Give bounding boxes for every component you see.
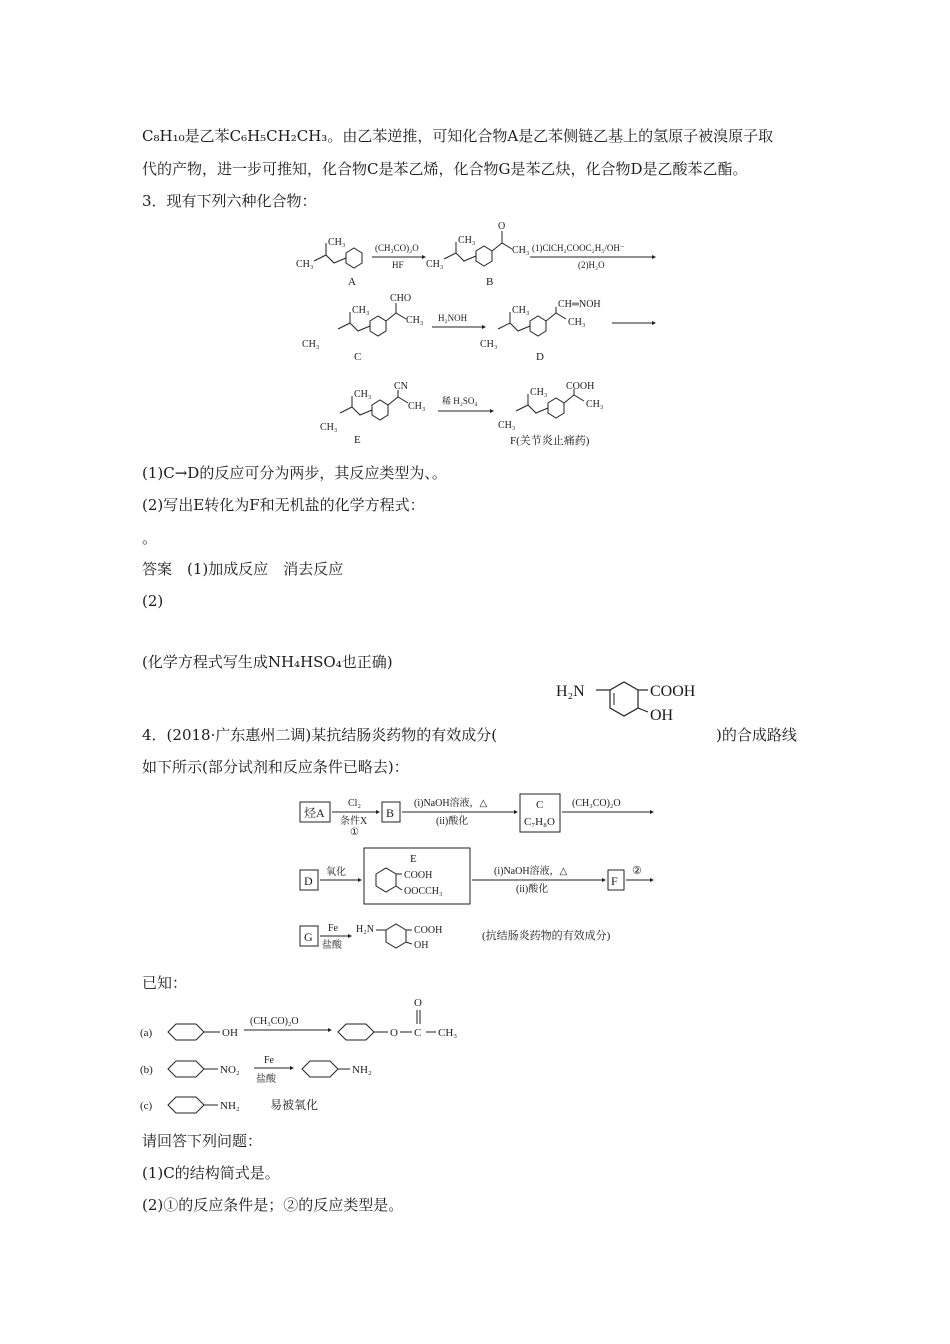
compound-b (426, 221, 529, 288)
question-4-intro-b: )的合成路线 (716, 726, 797, 744)
compound-d (480, 299, 601, 363)
reaction-scheme-3 (290, 215, 670, 455)
svg-text:CH₃: CH₃ (354, 389, 372, 400)
question-4-intro-c: 如下所示(部分试剂和反应条件已略去)： (142, 758, 409, 776)
a-ch3-top: CH₃ (328, 237, 346, 248)
compound-f (498, 381, 603, 447)
svg-text:OH: OH (414, 940, 429, 951)
r2-step2: (2)H₂O (578, 260, 605, 270)
svg-text:易被氧化: 易被氧化 (270, 1098, 319, 1112)
svg-text:②: ② (632, 865, 642, 877)
label-e: E (354, 434, 361, 446)
question-4-intro-a: 4．(2018·广东惠州二调)某抗结肠炎药物的有效成分( (142, 726, 498, 744)
svg-text:盐酸: 盐酸 (256, 1074, 276, 1085)
svg-text:CH₃: CH₃ (586, 399, 604, 410)
svg-text:(CH₃CO)₂O: (CH₃CO)₂O (250, 1016, 299, 1027)
svg-text:OH: OH (222, 1027, 238, 1039)
compound-e (320, 381, 425, 446)
label-d: D (536, 351, 544, 363)
label-c: C (354, 351, 362, 363)
svg-text:CH₃: CH₃ (406, 315, 424, 326)
svg-text:CH₃: CH₃ (512, 305, 530, 316)
answer-line: 答案 (1)加成反应 消去反应 (142, 560, 344, 578)
question-3-2-end: 。 (142, 529, 158, 547)
answer-note: (化学方程式写生成NH₄HSO₄也正确) (142, 653, 393, 671)
answer-line-2: (2) (142, 592, 164, 610)
svg-text:(b): (b) (140, 1064, 153, 1076)
svg-text:CH₃: CH₃ (408, 401, 426, 412)
ask-intro: 请回答下列问题： (142, 1132, 263, 1150)
svg-text:烃A: 烃A (304, 806, 325, 820)
svg-text:COOH: COOH (414, 925, 443, 936)
a-ch3-left: CH₃ (296, 259, 314, 270)
svg-text:OOCCH₃: OOCCH₃ (404, 886, 443, 897)
r3-reagent: H₂NOH (438, 313, 468, 323)
svg-text:(抗结肠炎药物的有效成分): (抗结肠炎药物的有效成分) (482, 930, 611, 942)
r2-reagent: (1)ClCH₂COOC₂H₅/OH⁻ (532, 243, 625, 253)
question-3-1: (1)C→D的反应可分为两步，其反应类型为、。 (142, 464, 447, 482)
svg-text:Fe: Fe (328, 923, 338, 934)
r4-reagent: 稀 H₂SO₄ (442, 396, 478, 406)
target-h2n: H₂N (556, 683, 585, 700)
svg-text:(CH₃CO)₂O: (CH₃CO)₂O (572, 798, 621, 809)
svg-text:(ii)酸化: (ii)酸化 (516, 884, 549, 895)
svg-text:NH₂: NH₂ (220, 1100, 240, 1112)
label-f: F(关节炎止痛药) (510, 435, 590, 447)
svg-text:H₂N: H₂N (356, 924, 374, 935)
ask-2: (2)①的反应条件是；②的反应类型是。 (142, 1196, 404, 1214)
svg-text:C: C (414, 1027, 422, 1039)
svg-text:CH₃: CH₃ (438, 1027, 458, 1039)
svg-text:(i)NaOH溶液，△: (i)NaOH溶液，△ (414, 798, 488, 809)
svg-text:COOH: COOH (404, 870, 433, 881)
ask-1: (1)C的结构简式是。 (142, 1164, 280, 1182)
target-structure (550, 676, 730, 740)
reaction-scheme-4 (296, 790, 656, 960)
svg-text:O: O (414, 997, 422, 1009)
known-reactions (138, 996, 478, 1126)
text-line-1: C₈H₁₀是乙苯C₆H₅CH₂CH₃。由乙苯逆推，可知化合物A是乙苯侧链乙基上的氢原子被溴原子取 (142, 127, 774, 145)
svg-text:(i)NaOH溶液，△: (i)NaOH溶液，△ (494, 866, 568, 877)
svg-text:①: ① (350, 827, 359, 838)
svg-text:NH₂: NH₂ (352, 1064, 372, 1076)
svg-text:D: D (304, 874, 313, 888)
svg-text:CH₃: CH₃ (302, 339, 320, 350)
svg-text:O: O (498, 221, 506, 232)
svg-text:(c): (c) (140, 1100, 153, 1112)
label-b: B (486, 276, 494, 288)
text-line-2: 代的产物，进一步可推知，化合物C是苯乙烯，化合物G是苯乙炔，化合物D是乙酸苯乙酯。 (142, 160, 748, 178)
svg-text:CH₃: CH₃ (568, 317, 586, 328)
r1-reagent: (CH₃CO)₂O (375, 243, 419, 253)
svg-text:C₇H₈O: C₇H₈O (524, 816, 555, 828)
svg-text:CH₃: CH₃ (480, 339, 498, 350)
svg-text:G: G (304, 930, 313, 944)
svg-text:F: F (611, 874, 618, 888)
svg-text:CH₃: CH₃ (320, 422, 338, 433)
svg-text:Fe: Fe (264, 1055, 274, 1066)
svg-text:Cl₂: Cl₂ (348, 798, 361, 809)
svg-text:B: B (386, 806, 395, 820)
svg-text:O: O (390, 1027, 398, 1039)
r1-catalyst: HF (392, 260, 404, 270)
svg-text:CH₃: CH₃ (512, 245, 530, 256)
question-3-2: (2)写出E转化为F和无机盐的化学方程式： (142, 496, 425, 514)
question-3-intro: 3．现有下列六种化合物： (142, 192, 317, 210)
svg-text:COOH: COOH (566, 381, 595, 392)
svg-text:CH═NOH: CH═NOH (558, 299, 601, 310)
svg-text:CHO: CHO (390, 293, 412, 304)
svg-text:(ii)酸化: (ii)酸化 (436, 816, 469, 827)
svg-text:CH₃: CH₃ (530, 387, 548, 398)
svg-text:CH₃: CH₃ (352, 305, 370, 316)
known-label: 已知： (142, 974, 188, 992)
svg-text:E: E (410, 853, 417, 865)
svg-text:氧化: 氧化 (326, 867, 346, 878)
svg-text:盐酸: 盐酸 (322, 940, 342, 951)
svg-text:CH₃: CH₃ (498, 420, 516, 431)
svg-text:条件X: 条件X (340, 816, 368, 827)
label-a: A (348, 276, 356, 288)
target-cooh: COOH (650, 683, 696, 700)
svg-text:NO₂: NO₂ (220, 1064, 240, 1076)
target-oh: OH (650, 707, 674, 724)
compound-c (302, 293, 423, 363)
svg-text:C: C (536, 799, 544, 811)
svg-text:CH₃: CH₃ (426, 259, 444, 270)
compound-a (296, 237, 362, 288)
svg-text:CN: CN (394, 381, 408, 392)
svg-text:CH₃: CH₃ (458, 235, 476, 246)
svg-text:(a): (a) (140, 1027, 153, 1039)
